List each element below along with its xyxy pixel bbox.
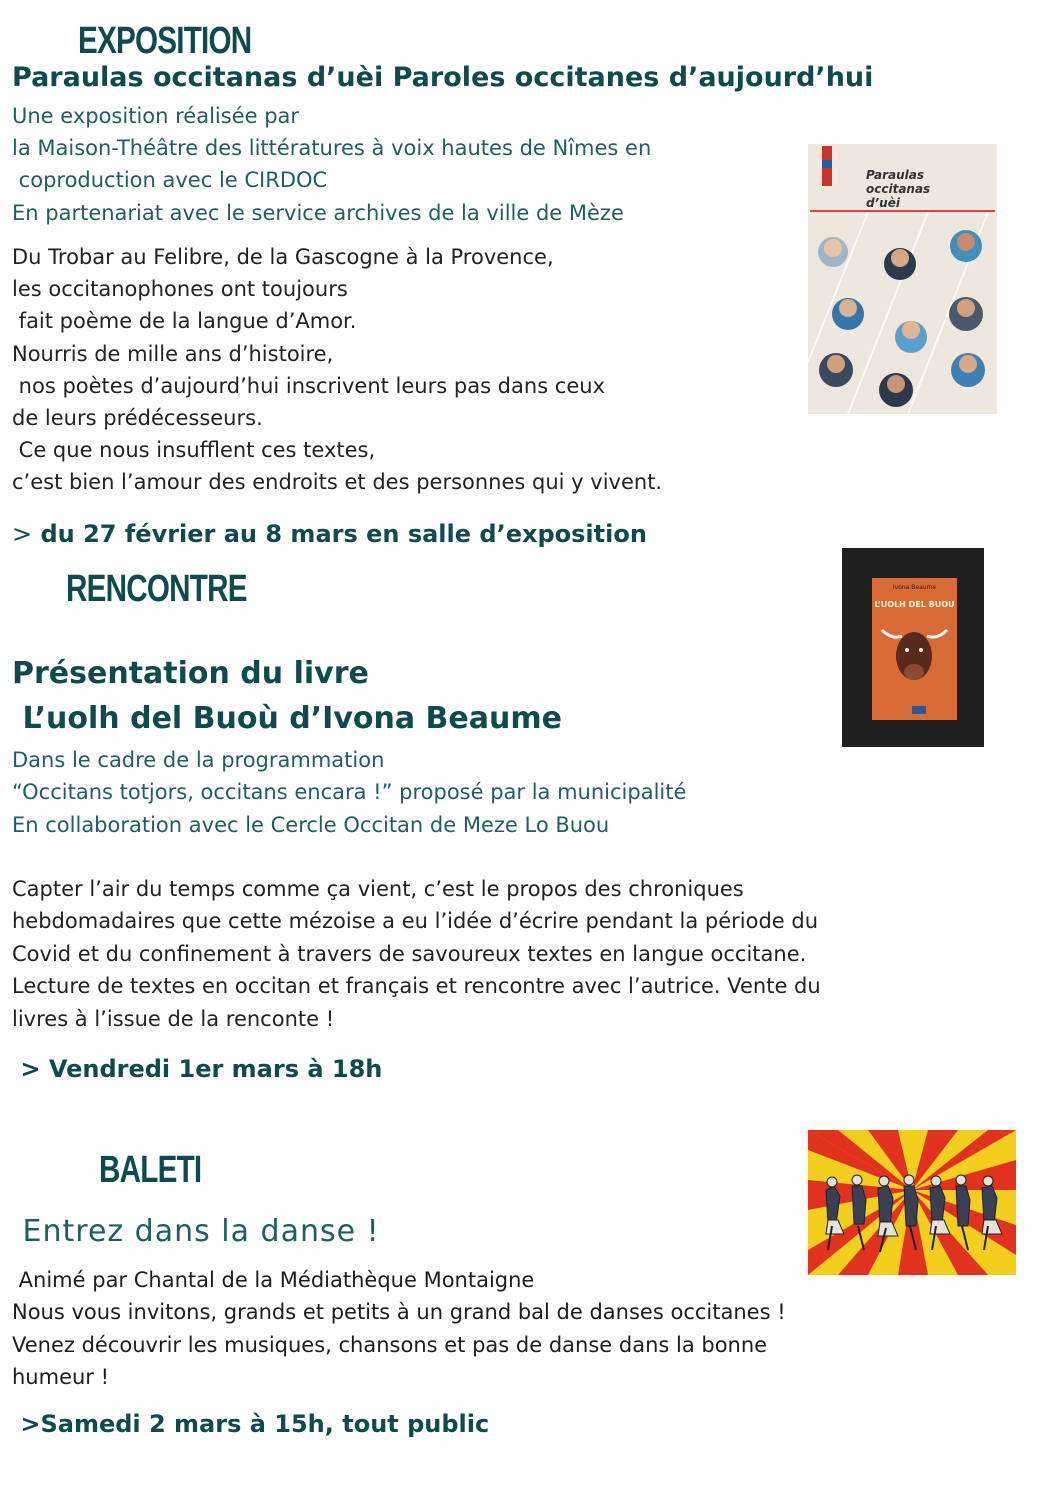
baleti-heading: Entrez dans la danse ! [12, 1214, 380, 1249]
description-line: Animé par Chantal de la Médiathèque Montaigne [12, 1268, 535, 1292]
poem-line: Du Trobar au Felibre, de la Gascogne à la Provence, [12, 245, 554, 269]
rencontre-heading-line2: L’uolh del Buoù d’Ivona Beaume [12, 701, 562, 736]
description-line: Venez découvrir les musiques, chansons et pas de danse dans la bonne [12, 1332, 768, 1357]
description-line: humeur ! [12, 1364, 110, 1389]
credit-line: la Maison-Théâtre des littératures à voix hautes de Nîmes en [12, 136, 652, 161]
exposition-heading: Paraulas occitanas d’uèi Paroles occitanes d’aujourd’hui [12, 62, 874, 93]
poem-line: les occitanophones ont toujours [12, 277, 348, 302]
rencontre-heading-line1: Présentation du livre [12, 656, 369, 691]
poem-line: fait poème de la langue d’Amor. [12, 309, 357, 334]
credit-line: Une exposition réalisée par [12, 104, 300, 128]
context-line: En collaboration avec le Cercle Occitan de Meze Lo Buou [12, 812, 610, 837]
baleti-date: >Samedi 2 mars à 15h, tout public [12, 1410, 490, 1438]
rencontre-context [12, 744, 686, 841]
context-line: Dans le cadre de la programmation [12, 748, 385, 772]
exposition-poster-image [808, 144, 997, 414]
poem-line: Nourris de mille ans d’histoire, [12, 341, 334, 366]
rencontre-section-title: RENCONTRE [66, 568, 247, 610]
poem-line: c’est bien l’amour des endroits et des personnes qui y vivent. [12, 470, 663, 495]
chevron-right-icon: > [12, 520, 33, 548]
poem-line: Ce que nous insufflent ces textes, [12, 438, 376, 463]
description-line: hebdomadaires que cette mézoise a eu l’idée d’écrire pendant la période du [12, 909, 819, 934]
exposition-poem [12, 241, 662, 499]
poem-line: de leurs prédécesseurs. [12, 406, 263, 431]
baleti-section-title: BALETI [99, 1149, 202, 1191]
dance-illustration-image [808, 1130, 1016, 1275]
description-line: Capter l’air du temps comme ça vient, c’est le propos des chroniques [12, 877, 744, 901]
description-line: Lecture de textes en occitan et français et rencontre avec l’autrice. Vente du [12, 974, 821, 999]
rencontre-date: > Vendredi 1er mars à 18h [12, 1055, 383, 1083]
rencontre-description [12, 873, 821, 1035]
exposition-section-title: EXPOSITION [78, 20, 252, 62]
book-cover-image: Ivona Beaume L’UOLH DEL BUOU [842, 548, 984, 747]
context-line: “Occitans totjors, occitans encara !” proposé par la municipalité [12, 780, 687, 805]
exposition-credits [12, 100, 651, 229]
bull-head-icon [872, 616, 957, 696]
book-cover-title: L’UOLH DEL BUOU [874, 600, 955, 609]
description-line: Covid et du confinement à travers de savoureux textes en langue occitane. [12, 941, 807, 966]
credit-line: En partenariat avec le service archives de la ville de Mèze [12, 200, 624, 225]
exposition-date-line [12, 520, 647, 548]
description-line: livres à l’issue de la renconte ! [12, 1006, 335, 1031]
poster-title: Paraulas occitanas d’uèi [866, 168, 931, 210]
poem-line: nos poètes d’aujourd’hui inscrivent leurs pas dans ceux [12, 373, 606, 398]
sunburst-dancers-illustration [808, 1130, 1016, 1275]
description-line: Nous vous invitons, grands et petits à un grand bal de danses occitanes ! [12, 1300, 786, 1325]
baleti-description [12, 1264, 786, 1393]
exposition-date: du 27 février au 8 mars en salle d’exposition [40, 520, 647, 548]
poster-portraits [808, 212, 997, 414]
credit-line: coproduction avec le CIRDOC [12, 168, 328, 193]
